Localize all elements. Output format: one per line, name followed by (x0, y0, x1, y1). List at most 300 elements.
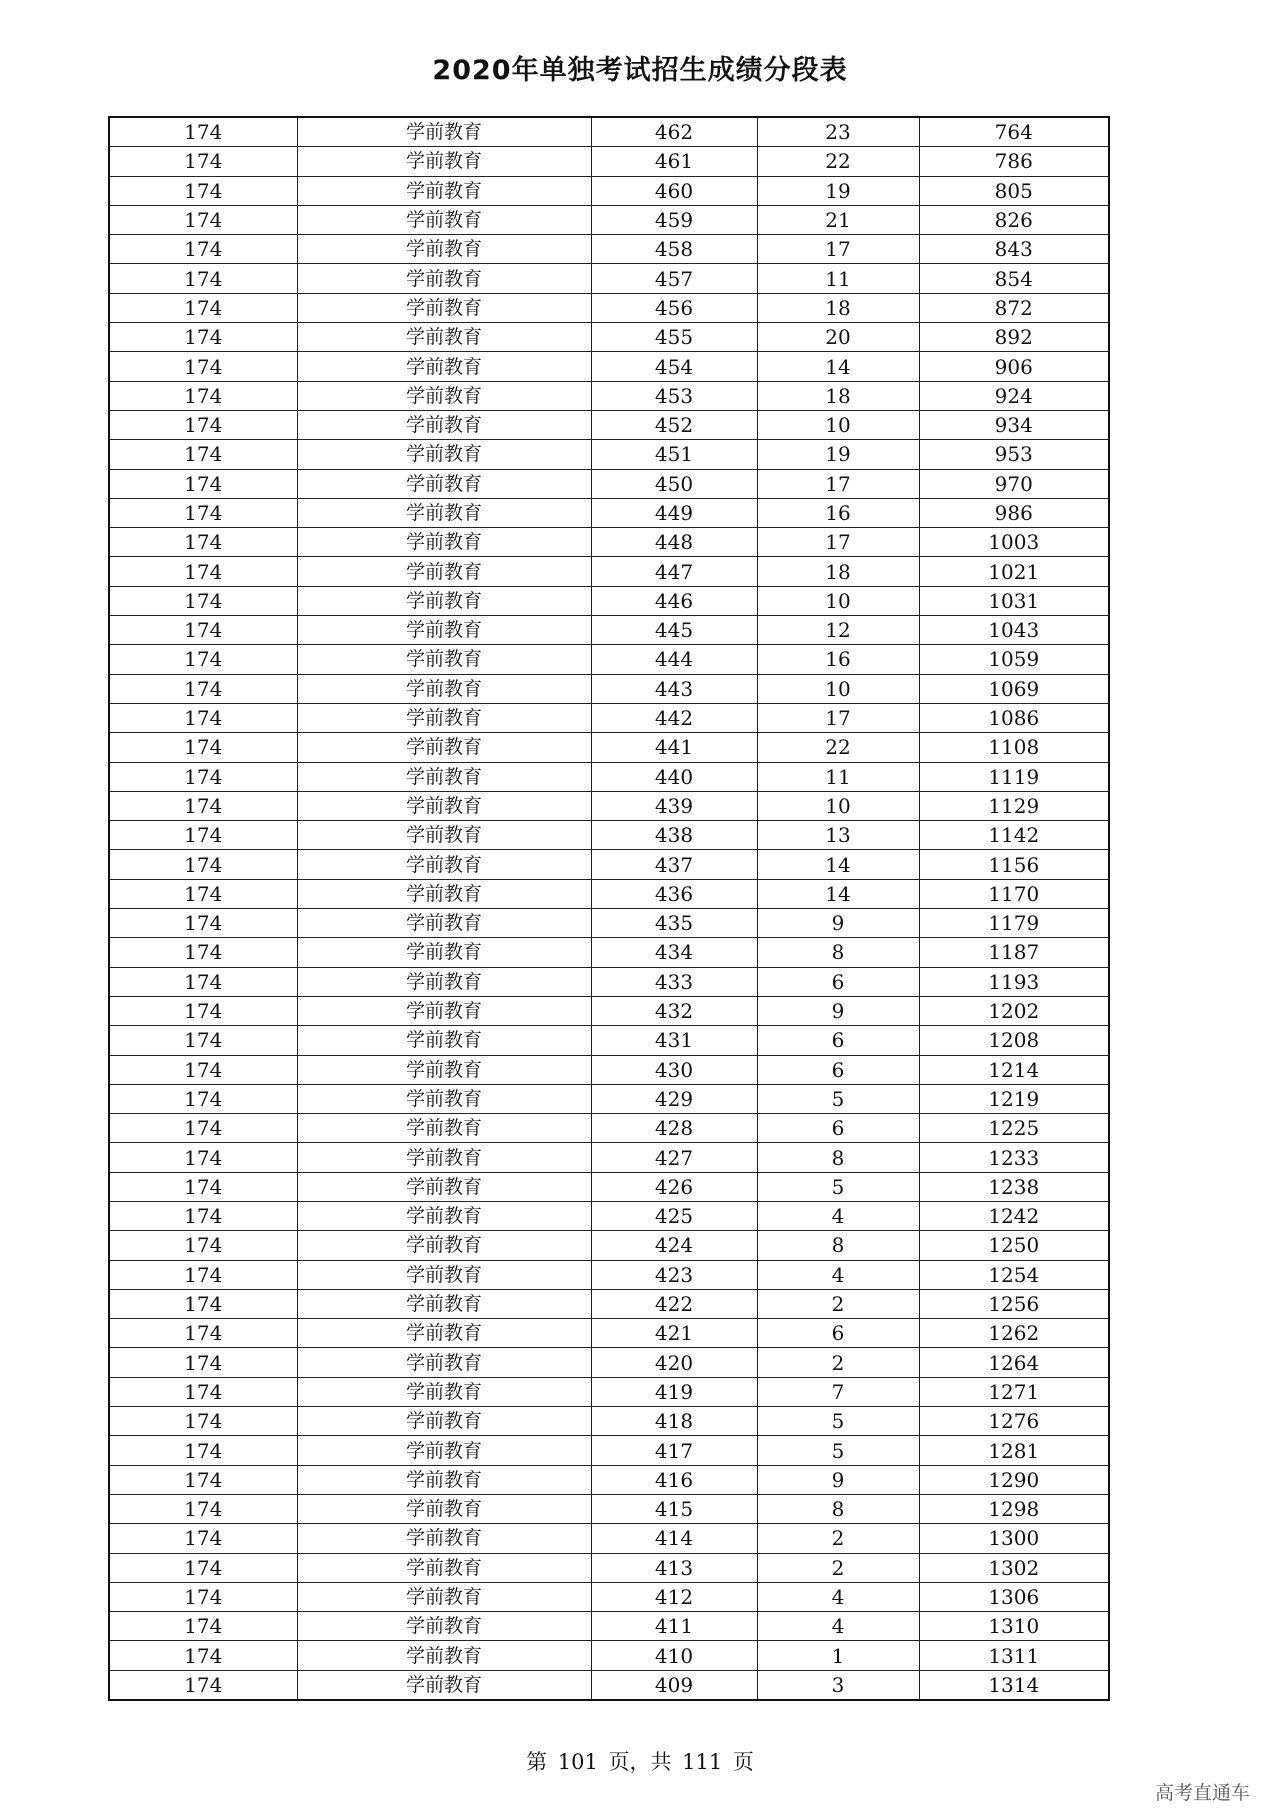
count-cell: 1 (757, 1641, 919, 1670)
table-row (109, 352, 1109, 381)
cumulative-cell: 934 (919, 410, 1109, 439)
cumulative-cell: 1256 (919, 1289, 1109, 1318)
code-cell: 174 (109, 147, 297, 176)
count-cell: 10 (757, 410, 919, 439)
score-cell: 433 (591, 967, 757, 996)
score-cell: 443 (591, 674, 757, 703)
score-cell: 440 (591, 762, 757, 791)
table-row (109, 1641, 1109, 1670)
major-cell: 学前教育 (297, 557, 591, 586)
count-cell: 6 (757, 967, 919, 996)
cumulative-cell: 826 (919, 205, 1109, 234)
major-cell: 学前教育 (297, 1084, 591, 1113)
score-cell: 418 (591, 1407, 757, 1436)
table-row (109, 967, 1109, 996)
count-cell: 14 (757, 879, 919, 908)
major-cell: 学前教育 (297, 996, 591, 1025)
code-cell: 174 (109, 1201, 297, 1230)
count-cell: 13 (757, 821, 919, 850)
count-cell: 17 (757, 469, 919, 498)
table-row (109, 323, 1109, 352)
code-cell: 174 (109, 205, 297, 234)
cumulative-cell: 892 (919, 323, 1109, 352)
cumulative-cell: 1108 (919, 733, 1109, 762)
table-row (109, 586, 1109, 615)
table-row (109, 410, 1109, 439)
score-cell: 446 (591, 586, 757, 615)
score-cell: 429 (591, 1084, 757, 1113)
cumulative-cell: 1208 (919, 1026, 1109, 1055)
count-cell: 6 (757, 1055, 919, 1084)
count-cell: 6 (757, 1114, 919, 1143)
table-row (109, 879, 1109, 908)
page-footer: 第 101 页，共 111 页 (526, 1750, 754, 1774)
major-cell: 学前教育 (297, 528, 591, 557)
table-row (109, 1553, 1109, 1582)
major-cell: 学前教育 (297, 1612, 591, 1641)
count-cell: 5 (757, 1436, 919, 1465)
cumulative-cell: 1310 (919, 1612, 1109, 1641)
score-cell: 450 (591, 469, 757, 498)
count-cell: 10 (757, 791, 919, 820)
cumulative-cell: 1242 (919, 1201, 1109, 1230)
major-cell: 学前教育 (297, 762, 591, 791)
major-cell: 学前教育 (297, 410, 591, 439)
table-row (109, 1524, 1109, 1553)
count-cell: 17 (757, 528, 919, 557)
code-cell: 174 (109, 528, 297, 557)
cumulative-cell: 986 (919, 498, 1109, 527)
cumulative-cell: 1250 (919, 1231, 1109, 1260)
count-cell: 5 (757, 1407, 919, 1436)
cumulative-cell: 843 (919, 235, 1109, 264)
table-row (109, 762, 1109, 791)
count-cell: 6 (757, 1319, 919, 1348)
table-row (109, 1143, 1109, 1172)
code-cell: 174 (109, 821, 297, 850)
count-cell: 8 (757, 938, 919, 967)
code-cell: 174 (109, 117, 297, 147)
count-cell: 4 (757, 1260, 919, 1289)
cumulative-cell: 1302 (919, 1553, 1109, 1582)
table-row (109, 645, 1109, 674)
score-cell: 442 (591, 703, 757, 732)
table-row (109, 1114, 1109, 1143)
table-row (109, 1172, 1109, 1201)
count-cell: 8 (757, 1494, 919, 1523)
table-row (109, 235, 1109, 264)
table-row (109, 1201, 1109, 1230)
code-cell: 174 (109, 1524, 297, 1553)
table-row (109, 909, 1109, 938)
table-row (109, 1582, 1109, 1611)
code-cell: 174 (109, 909, 297, 938)
score-cell: 425 (591, 1201, 757, 1230)
code-cell: 174 (109, 1582, 297, 1611)
code-cell: 174 (109, 381, 297, 410)
major-cell: 学前教育 (297, 1641, 591, 1670)
major-cell: 学前教育 (297, 879, 591, 908)
table-row (109, 528, 1109, 557)
major-cell: 学前教育 (297, 117, 591, 147)
score-cell: 420 (591, 1348, 757, 1377)
major-cell: 学前教育 (297, 791, 591, 820)
table-row (109, 938, 1109, 967)
table-row (109, 733, 1109, 762)
cumulative-cell: 872 (919, 293, 1109, 322)
major-cell: 学前教育 (297, 1026, 591, 1055)
score-cell: 424 (591, 1231, 757, 1260)
major-cell: 学前教育 (297, 1494, 591, 1523)
code-cell: 174 (109, 1377, 297, 1406)
count-cell: 8 (757, 1231, 919, 1260)
code-cell: 174 (109, 440, 297, 469)
score-cell: 452 (591, 410, 757, 439)
score-cell: 447 (591, 557, 757, 586)
code-cell: 174 (109, 352, 297, 381)
cumulative-cell: 1003 (919, 528, 1109, 557)
score-cell: 435 (591, 909, 757, 938)
major-cell: 学前教育 (297, 1172, 591, 1201)
table-row (109, 381, 1109, 410)
count-cell: 16 (757, 498, 919, 527)
cumulative-cell: 1142 (919, 821, 1109, 850)
count-cell: 4 (757, 1612, 919, 1641)
major-cell: 学前教育 (297, 352, 591, 381)
count-cell: 14 (757, 850, 919, 879)
watermark: 高考直通车 (1154, 1782, 1250, 1804)
score-cell: 437 (591, 850, 757, 879)
code-cell: 174 (109, 1407, 297, 1436)
count-cell: 9 (757, 1465, 919, 1494)
table-row (109, 1377, 1109, 1406)
major-cell: 学前教育 (297, 469, 591, 498)
score-cell: 456 (591, 293, 757, 322)
code-cell: 174 (109, 1084, 297, 1113)
code-cell: 174 (109, 762, 297, 791)
major-cell: 学前教育 (297, 176, 591, 205)
score-cell: 445 (591, 616, 757, 645)
score-cell: 430 (591, 1055, 757, 1084)
score-cell: 414 (591, 1524, 757, 1553)
code-cell: 174 (109, 967, 297, 996)
cumulative-cell: 1233 (919, 1143, 1109, 1172)
score-cell: 409 (591, 1670, 757, 1700)
table-row (109, 147, 1109, 176)
major-cell: 学前教育 (297, 1260, 591, 1289)
score-cell: 428 (591, 1114, 757, 1143)
count-cell: 20 (757, 323, 919, 352)
code-cell: 174 (109, 674, 297, 703)
code-cell: 174 (109, 1319, 297, 1348)
count-cell: 18 (757, 293, 919, 322)
table-row (109, 674, 1109, 703)
count-cell: 5 (757, 1172, 919, 1201)
code-cell: 174 (109, 938, 297, 967)
score-cell: 431 (591, 1026, 757, 1055)
cumulative-cell: 1119 (919, 762, 1109, 791)
cumulative-cell: 1262 (919, 1319, 1109, 1348)
table-row (109, 821, 1109, 850)
code-cell: 174 (109, 1114, 297, 1143)
major-cell: 学前教育 (297, 381, 591, 410)
table-row (109, 557, 1109, 586)
count-cell: 19 (757, 440, 919, 469)
score-cell: 458 (591, 235, 757, 264)
code-cell: 174 (109, 1231, 297, 1260)
code-cell: 174 (109, 1348, 297, 1377)
code-cell: 174 (109, 733, 297, 762)
code-cell: 174 (109, 1436, 297, 1465)
cumulative-cell: 1069 (919, 674, 1109, 703)
table-row (109, 264, 1109, 293)
score-cell: 438 (591, 821, 757, 850)
count-cell: 6 (757, 1026, 919, 1055)
score-cell: 436 (591, 879, 757, 908)
count-cell: 12 (757, 616, 919, 645)
code-cell: 174 (109, 1612, 297, 1641)
code-cell: 174 (109, 1260, 297, 1289)
cumulative-cell: 1298 (919, 1494, 1109, 1523)
code-cell: 174 (109, 791, 297, 820)
major-cell: 学前教育 (297, 293, 591, 322)
code-cell: 174 (109, 293, 297, 322)
major-cell: 学前教育 (297, 909, 591, 938)
major-cell: 学前教育 (297, 1465, 591, 1494)
code-cell: 174 (109, 557, 297, 586)
major-cell: 学前教育 (297, 821, 591, 850)
major-cell: 学前教育 (297, 1377, 591, 1406)
score-cell: 455 (591, 323, 757, 352)
table-row (109, 1319, 1109, 1348)
table-row (109, 293, 1109, 322)
major-cell: 学前教育 (297, 147, 591, 176)
count-cell: 2 (757, 1289, 919, 1318)
score-cell: 426 (591, 1172, 757, 1201)
score-table (108, 116, 1110, 1701)
major-cell: 学前教育 (297, 205, 591, 234)
table-row (109, 1231, 1109, 1260)
count-cell: 17 (757, 235, 919, 264)
score-cell: 416 (591, 1465, 757, 1494)
cumulative-cell: 1179 (919, 909, 1109, 938)
cumulative-cell: 970 (919, 469, 1109, 498)
code-cell: 174 (109, 410, 297, 439)
count-cell: 10 (757, 674, 919, 703)
score-cell: 421 (591, 1319, 757, 1348)
page-title: 2020年单独考试招生成绩分段表 (432, 55, 848, 86)
major-cell: 学前教育 (297, 1319, 591, 1348)
count-cell: 19 (757, 176, 919, 205)
major-cell: 学前教育 (297, 498, 591, 527)
major-cell: 学前教育 (297, 1348, 591, 1377)
cumulative-cell: 1276 (919, 1407, 1109, 1436)
major-cell: 学前教育 (297, 967, 591, 996)
count-cell: 4 (757, 1201, 919, 1230)
cumulative-cell: 1264 (919, 1348, 1109, 1377)
cumulative-cell: 764 (919, 117, 1109, 147)
cumulative-cell: 1202 (919, 996, 1109, 1025)
major-cell: 学前教育 (297, 1436, 591, 1465)
cumulative-cell: 1306 (919, 1582, 1109, 1611)
score-cell: 413 (591, 1553, 757, 1582)
score-cell: 453 (591, 381, 757, 410)
table-row (109, 1670, 1109, 1700)
major-cell: 学前教育 (297, 1201, 591, 1230)
cumulative-cell: 1193 (919, 967, 1109, 996)
code-cell: 174 (109, 703, 297, 732)
major-cell: 学前教育 (297, 703, 591, 732)
score-cell: 454 (591, 352, 757, 381)
score-cell: 441 (591, 733, 757, 762)
code-cell: 174 (109, 645, 297, 674)
table-row (109, 1260, 1109, 1289)
major-cell: 学前教育 (297, 616, 591, 645)
score-cell: 419 (591, 1377, 757, 1406)
table-row (109, 176, 1109, 205)
cumulative-cell: 786 (919, 147, 1109, 176)
count-cell: 8 (757, 1143, 919, 1172)
count-cell: 17 (757, 703, 919, 732)
count-cell: 18 (757, 381, 919, 410)
score-cell: 410 (591, 1641, 757, 1670)
table-row (109, 1348, 1109, 1377)
table-row (109, 205, 1109, 234)
major-cell: 学前教育 (297, 645, 591, 674)
major-cell: 学前教育 (297, 1407, 591, 1436)
major-cell: 学前教育 (297, 1670, 591, 1700)
code-cell: 174 (109, 1172, 297, 1201)
table-row (109, 440, 1109, 469)
code-cell: 174 (109, 616, 297, 645)
score-cell: 417 (591, 1436, 757, 1465)
major-cell: 学前教育 (297, 1231, 591, 1260)
major-cell: 学前教育 (297, 1289, 591, 1318)
table-row (109, 498, 1109, 527)
table-row (109, 996, 1109, 1025)
cumulative-cell: 953 (919, 440, 1109, 469)
code-cell: 174 (109, 1553, 297, 1582)
cumulative-cell: 1187 (919, 938, 1109, 967)
major-cell: 学前教育 (297, 938, 591, 967)
cumulative-cell: 1254 (919, 1260, 1109, 1289)
score-cell: 448 (591, 528, 757, 557)
code-cell: 174 (109, 1143, 297, 1172)
score-cell: 460 (591, 176, 757, 205)
table-row (109, 469, 1109, 498)
score-cell: 412 (591, 1582, 757, 1611)
cumulative-cell: 1059 (919, 645, 1109, 674)
code-cell: 174 (109, 176, 297, 205)
table-row (109, 1407, 1109, 1436)
cumulative-cell: 1170 (919, 879, 1109, 908)
cumulative-cell: 1281 (919, 1436, 1109, 1465)
major-cell: 学前教育 (297, 264, 591, 293)
table-row (109, 1084, 1109, 1113)
major-cell: 学前教育 (297, 1114, 591, 1143)
table-row (109, 117, 1109, 147)
cumulative-cell: 1311 (919, 1641, 1109, 1670)
count-cell: 7 (757, 1377, 919, 1406)
cumulative-cell: 1214 (919, 1055, 1109, 1084)
major-cell: 学前教育 (297, 1582, 591, 1611)
cumulative-cell: 1156 (919, 850, 1109, 879)
code-cell: 174 (109, 879, 297, 908)
code-cell: 174 (109, 1055, 297, 1084)
cumulative-cell: 1290 (919, 1465, 1109, 1494)
count-cell: 16 (757, 645, 919, 674)
table-row (109, 791, 1109, 820)
cumulative-cell: 1086 (919, 703, 1109, 732)
code-cell: 174 (109, 469, 297, 498)
code-cell: 174 (109, 1641, 297, 1670)
major-cell: 学前教育 (297, 674, 591, 703)
count-cell: 23 (757, 117, 919, 147)
major-cell: 学前教育 (297, 733, 591, 762)
count-cell: 2 (757, 1524, 919, 1553)
score-cell: 451 (591, 440, 757, 469)
score-cell: 444 (591, 645, 757, 674)
code-cell: 174 (109, 235, 297, 264)
cumulative-cell: 1043 (919, 616, 1109, 645)
count-cell: 21 (757, 205, 919, 234)
score-table-body (109, 117, 1109, 1700)
table-row (109, 1465, 1109, 1494)
code-cell: 174 (109, 323, 297, 352)
major-cell: 学前教育 (297, 586, 591, 615)
cumulative-cell: 854 (919, 264, 1109, 293)
count-cell: 22 (757, 147, 919, 176)
score-cell: 461 (591, 147, 757, 176)
code-cell: 174 (109, 850, 297, 879)
score-cell: 434 (591, 938, 757, 967)
cumulative-cell: 1129 (919, 791, 1109, 820)
score-cell: 411 (591, 1612, 757, 1641)
cumulative-cell: 906 (919, 352, 1109, 381)
cumulative-cell: 1021 (919, 557, 1109, 586)
score-cell: 462 (591, 117, 757, 147)
count-cell: 14 (757, 352, 919, 381)
code-cell: 174 (109, 996, 297, 1025)
count-cell: 18 (757, 557, 919, 586)
code-cell: 174 (109, 1670, 297, 1700)
cumulative-cell: 805 (919, 176, 1109, 205)
major-cell: 学前教育 (297, 1055, 591, 1084)
code-cell: 174 (109, 498, 297, 527)
count-cell: 10 (757, 586, 919, 615)
table-row (109, 1436, 1109, 1465)
score-cell: 415 (591, 1494, 757, 1523)
count-cell: 5 (757, 1084, 919, 1113)
table-row (109, 1494, 1109, 1523)
score-cell: 449 (591, 498, 757, 527)
cumulative-cell: 1314 (919, 1670, 1109, 1700)
score-cell: 439 (591, 791, 757, 820)
count-cell: 2 (757, 1348, 919, 1377)
table-row (109, 703, 1109, 732)
code-cell: 174 (109, 1289, 297, 1318)
cumulative-cell: 1219 (919, 1084, 1109, 1113)
major-cell: 学前教育 (297, 323, 591, 352)
score-cell: 459 (591, 205, 757, 234)
table-row (109, 850, 1109, 879)
count-cell: 9 (757, 909, 919, 938)
cumulative-cell: 1300 (919, 1524, 1109, 1553)
major-cell: 学前教育 (297, 850, 591, 879)
count-cell: 11 (757, 762, 919, 791)
count-cell: 4 (757, 1582, 919, 1611)
cumulative-cell: 924 (919, 381, 1109, 410)
